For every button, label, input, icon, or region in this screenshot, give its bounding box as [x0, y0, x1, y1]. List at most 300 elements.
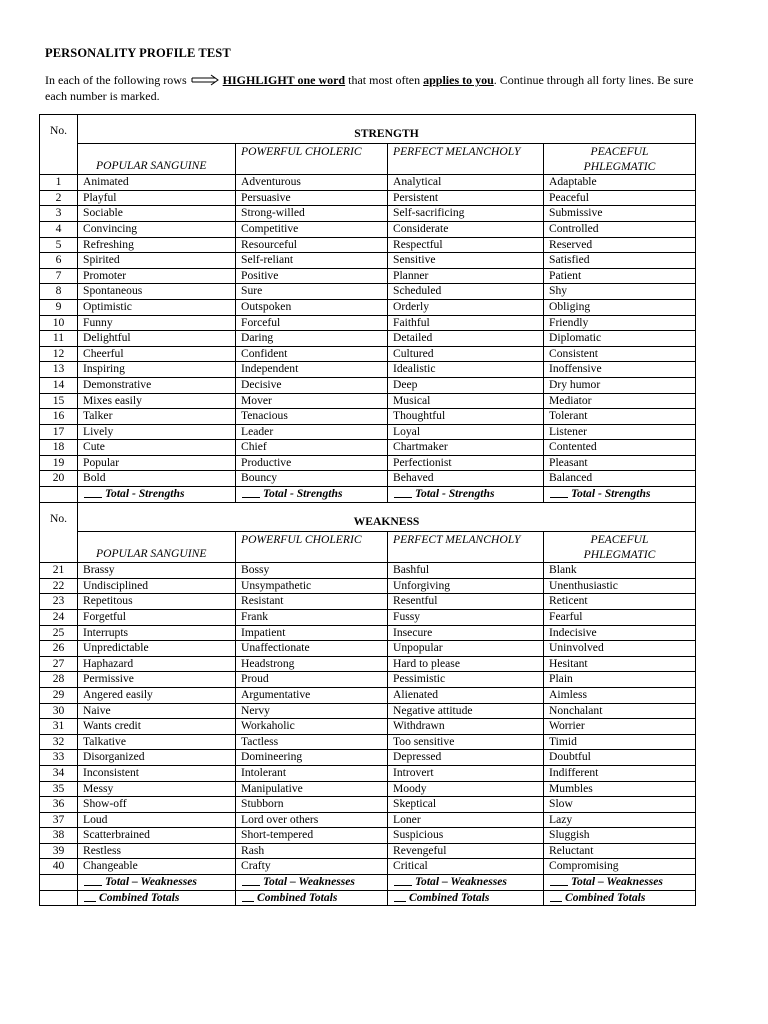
word-option-sanguine[interactable]: Talkative [78, 734, 236, 750]
word-option-melancholy[interactable]: Loner [388, 812, 544, 828]
word-option-choleric[interactable]: Leader [236, 424, 388, 440]
table-row [40, 625, 696, 641]
total-row [40, 487, 696, 503]
table-row [40, 284, 696, 300]
word-option-sanguine[interactable]: Cheerful [78, 346, 236, 362]
word-option-sanguine[interactable]: Spontaneous [78, 284, 236, 300]
word-option-choleric[interactable]: Stubborn [236, 797, 388, 813]
word-option-melancholy[interactable]: Moody [388, 781, 544, 797]
row-number: 1 [40, 175, 78, 191]
word-option-choleric[interactable]: Productive [236, 455, 388, 471]
strength-table [39, 114, 696, 503]
table-row [40, 563, 696, 579]
word-option-melancholy[interactable]: Chartmaker [388, 440, 544, 456]
total-label: Total – Weaknesses [415, 875, 507, 889]
total-blank-line[interactable] [550, 891, 562, 902]
word-option-phlegmatic[interactable]: Worrier [544, 719, 696, 735]
word-option-choleric[interactable]: Short-tempered [236, 828, 388, 844]
word-option-choleric[interactable]: Tactless [236, 734, 388, 750]
total-label: Total – Weaknesses [105, 875, 197, 889]
word-option-phlegmatic[interactable]: Dry humor [544, 377, 696, 393]
word-option-sanguine[interactable]: Cute [78, 440, 236, 456]
word-option-phlegmatic[interactable]: Reticent [544, 594, 696, 610]
row-number: 18 [40, 440, 78, 456]
instructions-post: . Continue through all forty lines. Be sure each number is marked. [45, 73, 694, 103]
word-option-phlegmatic[interactable]: Doubtful [544, 750, 696, 766]
table-row [40, 377, 696, 393]
row-number: 29 [40, 687, 78, 703]
total-row-cell [78, 875, 236, 891]
word-option-choleric[interactable]: Argumentative [236, 687, 388, 703]
word-option-choleric[interactable]: Competitive [236, 221, 388, 237]
word-option-sanguine[interactable]: Demonstrative [78, 377, 236, 393]
word-option-choleric[interactable]: Crafty [236, 859, 388, 875]
table-row [40, 812, 696, 828]
table-row [40, 750, 696, 766]
word-option-melancholy[interactable]: Analytical [388, 175, 544, 191]
word-option-sanguine[interactable]: Lively [78, 424, 236, 440]
word-option-sanguine[interactable]: Forgetful [78, 609, 236, 625]
word-option-melancholy[interactable]: Thoughtful [388, 409, 544, 425]
word-option-melancholy[interactable]: Planner [388, 268, 544, 284]
table-row [40, 268, 696, 284]
word-option-sanguine[interactable]: Sociable [78, 206, 236, 222]
word-option-choleric[interactable]: Intolerant [236, 765, 388, 781]
word-option-sanguine[interactable]: Refreshing [78, 237, 236, 253]
word-option-sanguine[interactable]: Undisciplined [78, 578, 236, 594]
table-row [40, 672, 696, 688]
word-option-melancholy[interactable]: Self-sacrificing [388, 206, 544, 222]
word-option-sanguine[interactable]: Animated [78, 175, 236, 191]
row-number: 19 [40, 455, 78, 471]
word-option-sanguine[interactable]: Loud [78, 812, 236, 828]
word-option-sanguine[interactable]: Wants credit [78, 719, 236, 735]
total-label: Total – Weaknesses [263, 875, 355, 889]
table-row [40, 765, 696, 781]
table-row [40, 221, 696, 237]
total-blank-line[interactable] [84, 891, 96, 902]
word-option-phlegmatic[interactable]: Blank [544, 563, 696, 579]
word-option-sanguine[interactable]: Changeable [78, 859, 236, 875]
row-number: 34 [40, 765, 78, 781]
word-option-melancholy[interactable]: Considerate [388, 221, 544, 237]
word-option-melancholy[interactable]: Unforgiving [388, 578, 544, 594]
word-option-sanguine[interactable]: Messy [78, 781, 236, 797]
word-option-choleric[interactable]: Daring [236, 331, 388, 347]
word-option-choleric[interactable]: Impatient [236, 625, 388, 641]
table-row [40, 859, 696, 875]
word-option-choleric[interactable]: Forceful [236, 315, 388, 331]
no-header: No. [40, 503, 78, 563]
word-option-choleric[interactable]: Chief [236, 440, 388, 456]
section-heading-strength: STRENGTH [78, 115, 696, 144]
word-option-phlegmatic[interactable]: Reserved [544, 237, 696, 253]
empty-cell [40, 890, 78, 906]
word-option-phlegmatic[interactable]: Reluctant [544, 843, 696, 859]
word-option-choleric[interactable]: Outspoken [236, 299, 388, 315]
table-row [40, 440, 696, 456]
word-option-melancholy[interactable]: Hard to please [388, 656, 544, 672]
word-option-melancholy[interactable]: Too sensitive [388, 734, 544, 750]
word-option-sanguine[interactable]: Show-off [78, 797, 236, 813]
word-option-melancholy[interactable]: Bashful [388, 563, 544, 579]
word-option-choleric[interactable]: Decisive [236, 377, 388, 393]
word-option-choleric[interactable]: Unsympathetic [236, 578, 388, 594]
column-header-sanguine: POPULAR SANGUINE [78, 144, 236, 175]
word-option-choleric[interactable]: Strong-willed [236, 206, 388, 222]
table-row [40, 641, 696, 657]
total-label: Total - Strengths [105, 487, 185, 501]
table-row [40, 424, 696, 440]
word-option-phlegmatic[interactable]: Contented [544, 440, 696, 456]
word-option-phlegmatic[interactable]: Adaptable [544, 175, 696, 191]
total-row-cell [388, 875, 544, 891]
word-option-sanguine[interactable]: Disorganized [78, 750, 236, 766]
row-number: 28 [40, 672, 78, 688]
word-option-melancholy[interactable]: Behaved [388, 471, 544, 487]
word-option-melancholy[interactable]: Sensitive [388, 253, 544, 269]
word-option-choleric[interactable]: Self-reliant [236, 253, 388, 269]
table-row [40, 409, 696, 425]
word-option-melancholy[interactable]: Deep [388, 377, 544, 393]
word-option-melancholy[interactable]: Persistent [388, 190, 544, 206]
empty-cell [40, 487, 78, 503]
word-option-sanguine[interactable]: Convincing [78, 221, 236, 237]
word-option-choleric[interactable]: Unaffectionate [236, 641, 388, 657]
combined-total-row-cell [388, 890, 544, 906]
word-option-phlegmatic[interactable]: Sluggish [544, 828, 696, 844]
word-option-melancholy[interactable]: Cultured [388, 346, 544, 362]
word-option-melancholy[interactable]: Withdrawn [388, 719, 544, 735]
row-number: 7 [40, 268, 78, 284]
empty-cell [40, 875, 78, 891]
word-option-phlegmatic[interactable]: Peaceful [544, 190, 696, 206]
word-option-melancholy[interactable]: Revengeful [388, 843, 544, 859]
word-option-sanguine[interactable]: Permissive [78, 672, 236, 688]
word-option-choleric[interactable]: Bouncy [236, 471, 388, 487]
word-option-phlegmatic[interactable]: Patient [544, 268, 696, 284]
word-option-choleric[interactable]: Tenacious [236, 409, 388, 425]
total-label: Combined Totals [565, 890, 646, 904]
word-option-sanguine[interactable]: Popular [78, 455, 236, 471]
total-row-cell [236, 875, 388, 891]
word-option-melancholy[interactable]: Resentful [388, 594, 544, 610]
right-arrow-icon [191, 74, 219, 86]
word-option-phlegmatic[interactable]: Slow [544, 797, 696, 813]
word-option-sanguine[interactable]: Mixes easily [78, 393, 236, 409]
word-option-phlegmatic[interactable]: Submissive [544, 206, 696, 222]
total-blank-line[interactable] [84, 487, 102, 498]
row-number: 33 [40, 750, 78, 766]
row-number: 8 [40, 284, 78, 300]
word-option-sanguine[interactable]: Restless [78, 843, 236, 859]
word-option-phlegmatic[interactable]: Nonchalant [544, 703, 696, 719]
table-row [40, 237, 696, 253]
row-number: 37 [40, 812, 78, 828]
row-number: 20 [40, 471, 78, 487]
table-row [40, 175, 696, 191]
row-number: 13 [40, 362, 78, 378]
word-option-melancholy[interactable]: Orderly [388, 299, 544, 315]
row-number: 2 [40, 190, 78, 206]
word-option-choleric[interactable]: Domineering [236, 750, 388, 766]
word-option-melancholy[interactable]: Respectful [388, 237, 544, 253]
word-option-sanguine[interactable]: Optimistic [78, 299, 236, 315]
no-header: No. [40, 115, 78, 175]
word-option-choleric[interactable]: Positive [236, 268, 388, 284]
row-number: 32 [40, 734, 78, 750]
word-option-phlegmatic[interactable]: Friendly [544, 315, 696, 331]
row-number: 30 [40, 703, 78, 719]
word-option-phlegmatic[interactable]: Controlled [544, 221, 696, 237]
row-number: 35 [40, 781, 78, 797]
row-number: 17 [40, 424, 78, 440]
combined-total-row-cell [544, 890, 696, 906]
total-row-cell [544, 487, 696, 503]
word-option-melancholy[interactable]: Insecure [388, 625, 544, 641]
word-option-choleric[interactable]: Rash [236, 843, 388, 859]
column-header-phlegmatic: PEACEFUL PHLEGMATIC [544, 532, 696, 563]
row-number: 40 [40, 859, 78, 875]
total-blank-line[interactable] [550, 875, 568, 886]
word-option-sanguine[interactable]: Interrupts [78, 625, 236, 641]
column-header-choleric: POWERFUL CHOLERIC [236, 532, 388, 563]
word-option-sanguine[interactable]: Inconsistent [78, 765, 236, 781]
word-option-melancholy[interactable]: Detailed [388, 331, 544, 347]
row-number: 6 [40, 253, 78, 269]
word-option-sanguine[interactable]: Playful [78, 190, 236, 206]
table-row [40, 578, 696, 594]
row-number: 25 [40, 625, 78, 641]
word-option-phlegmatic[interactable]: Balanced [544, 471, 696, 487]
word-option-phlegmatic[interactable]: Consistent [544, 346, 696, 362]
word-option-melancholy[interactable]: Critical [388, 859, 544, 875]
row-number: 21 [40, 563, 78, 579]
word-option-melancholy[interactable]: Suspicious [388, 828, 544, 844]
row-number: 26 [40, 641, 78, 657]
table-row [40, 455, 696, 471]
total-row [40, 875, 696, 891]
row-number: 11 [40, 331, 78, 347]
column-header-melancholy: PERFECT MELANCHOLY [388, 532, 544, 563]
word-option-sanguine[interactable]: Naive [78, 703, 236, 719]
word-option-choleric[interactable]: Confident [236, 346, 388, 362]
combined-total-row [40, 890, 696, 906]
word-option-phlegmatic[interactable]: Plain [544, 672, 696, 688]
word-option-choleric[interactable]: Independent [236, 362, 388, 378]
word-option-phlegmatic[interactable]: Aimless [544, 687, 696, 703]
total-label: Combined Totals [409, 890, 490, 904]
row-number: 12 [40, 346, 78, 362]
word-option-phlegmatic[interactable]: Lazy [544, 812, 696, 828]
table-row [40, 797, 696, 813]
row-number: 23 [40, 594, 78, 610]
total-blank-line[interactable] [242, 875, 260, 886]
word-option-melancholy[interactable]: Scheduled [388, 284, 544, 300]
word-option-choleric[interactable]: Headstrong [236, 656, 388, 672]
row-number: 36 [40, 797, 78, 813]
instructions-pre: In each of the following rows [45, 73, 187, 87]
word-option-phlegmatic[interactable]: Inoffensive [544, 362, 696, 378]
word-option-phlegmatic[interactable]: Mumbles [544, 781, 696, 797]
total-blank-line[interactable] [394, 875, 412, 886]
column-header-choleric: POWERFUL CHOLERIC [236, 144, 388, 175]
combined-total-row-cell [78, 890, 236, 906]
row-number: 15 [40, 393, 78, 409]
word-option-choleric[interactable]: Sure [236, 284, 388, 300]
word-option-sanguine[interactable]: Talker [78, 409, 236, 425]
instructions [45, 73, 715, 104]
table-row [40, 393, 696, 409]
row-number: 16 [40, 409, 78, 425]
instructions-mid: that most often [345, 73, 424, 87]
word-option-melancholy[interactable]: Faithful [388, 315, 544, 331]
word-option-choleric[interactable]: Persuasive [236, 190, 388, 206]
document-title: PERSONALITY PROFILE TEST [45, 46, 231, 60]
total-row-cell [236, 487, 388, 503]
row-number: 38 [40, 828, 78, 844]
word-option-phlegmatic[interactable]: Listener [544, 424, 696, 440]
weakness-table [39, 502, 696, 906]
word-option-sanguine[interactable]: Inspiring [78, 362, 236, 378]
word-option-phlegmatic[interactable]: Timid [544, 734, 696, 750]
total-blank-line[interactable] [550, 487, 568, 498]
total-label: Total - Strengths [571, 487, 651, 501]
row-number: 10 [40, 315, 78, 331]
word-option-melancholy[interactable]: Loyal [388, 424, 544, 440]
table-row [40, 346, 696, 362]
word-option-sanguine[interactable]: Haphazard [78, 656, 236, 672]
row-number: 31 [40, 719, 78, 735]
total-label: Total - Strengths [263, 487, 343, 501]
total-row-cell [388, 487, 544, 503]
word-option-choleric[interactable]: Adventurous [236, 175, 388, 191]
word-option-melancholy[interactable]: Negative attitude [388, 703, 544, 719]
table-row [40, 206, 696, 222]
word-option-phlegmatic[interactable]: Fearful [544, 609, 696, 625]
total-blank-line[interactable] [242, 891, 254, 902]
word-option-choleric[interactable]: Workaholic [236, 719, 388, 735]
table-row [40, 594, 696, 610]
total-blank-line[interactable] [84, 875, 102, 886]
table-row [40, 609, 696, 625]
word-option-choleric[interactable]: Resourceful [236, 237, 388, 253]
table-row [40, 687, 696, 703]
word-option-phlegmatic[interactable]: Indecisive [544, 625, 696, 641]
row-number: 14 [40, 377, 78, 393]
word-option-choleric[interactable]: Frank [236, 609, 388, 625]
section-heading-weakness: WEAKNESS [78, 503, 696, 532]
word-option-sanguine[interactable]: Delightful [78, 331, 236, 347]
word-option-phlegmatic[interactable]: Tolerant [544, 409, 696, 425]
table-row [40, 331, 696, 347]
word-option-choleric[interactable]: Mover [236, 393, 388, 409]
combined-total-row-cell [236, 890, 388, 906]
instructions-applies: applies to you [423, 73, 494, 87]
word-option-melancholy[interactable]: Skeptical [388, 797, 544, 813]
total-label: Total - Strengths [415, 487, 495, 501]
word-option-phlegmatic[interactable]: Unenthusiastic [544, 578, 696, 594]
word-option-phlegmatic[interactable]: Uninvolved [544, 641, 696, 657]
word-option-choleric[interactable]: Manipulative [236, 781, 388, 797]
word-option-sanguine[interactable]: Scatterbrained [78, 828, 236, 844]
word-option-sanguine[interactable]: Brassy [78, 563, 236, 579]
word-option-choleric[interactable]: Nervy [236, 703, 388, 719]
word-option-melancholy[interactable]: Pessimistic [388, 672, 544, 688]
word-option-choleric[interactable]: Proud [236, 672, 388, 688]
word-option-melancholy[interactable]: Introvert [388, 765, 544, 781]
word-option-phlegmatic[interactable]: Obliging [544, 299, 696, 315]
table-row [40, 828, 696, 844]
table-row [40, 781, 696, 797]
word-option-choleric[interactable]: Lord over others [236, 812, 388, 828]
word-option-sanguine[interactable]: Repetitous [78, 594, 236, 610]
word-option-phlegmatic[interactable]: Compromising [544, 859, 696, 875]
word-option-phlegmatic[interactable]: Shy [544, 284, 696, 300]
word-option-phlegmatic[interactable]: Pleasant [544, 455, 696, 471]
word-option-phlegmatic[interactable]: Indifferent [544, 765, 696, 781]
table-row [40, 703, 696, 719]
table-row [40, 719, 696, 735]
total-blank-line[interactable] [394, 487, 412, 498]
word-option-choleric[interactable]: Bossy [236, 563, 388, 579]
column-header-sanguine: POPULAR SANGUINE [78, 532, 236, 563]
word-option-phlegmatic[interactable]: Mediator [544, 393, 696, 409]
table-row [40, 471, 696, 487]
word-option-choleric[interactable]: Resistant [236, 594, 388, 610]
table-row [40, 656, 696, 672]
total-label: Combined Totals [99, 890, 180, 904]
column-header-phlegmatic: PEACEFUL PHLEGMATIC [544, 144, 696, 175]
word-option-melancholy[interactable]: Musical [388, 393, 544, 409]
table-row [40, 734, 696, 750]
row-number: 5 [40, 237, 78, 253]
table-row [40, 190, 696, 206]
total-row-cell [544, 875, 696, 891]
word-option-phlegmatic[interactable]: Diplomatic [544, 331, 696, 347]
row-number: 22 [40, 578, 78, 594]
total-row-cell [78, 487, 236, 503]
word-option-melancholy[interactable]: Alienated [388, 687, 544, 703]
word-option-melancholy[interactable]: Unpopular [388, 641, 544, 657]
row-number: 24 [40, 609, 78, 625]
total-label: Total – Weaknesses [571, 875, 663, 889]
instructions-highlight: HIGHLIGHT one word [222, 73, 346, 87]
row-number: 27 [40, 656, 78, 672]
word-option-phlegmatic[interactable]: Satisfied [544, 253, 696, 269]
word-option-sanguine[interactable]: Angered easily [78, 687, 236, 703]
word-option-sanguine[interactable]: Unpredictable [78, 641, 236, 657]
row-number: 4 [40, 221, 78, 237]
word-option-sanguine[interactable]: Bold [78, 471, 236, 487]
word-option-sanguine[interactable]: Funny [78, 315, 236, 331]
word-option-melancholy[interactable]: Fussy [388, 609, 544, 625]
word-option-phlegmatic[interactable]: Hesitant [544, 656, 696, 672]
table-row [40, 315, 696, 331]
total-blank-line[interactable] [242, 487, 260, 498]
word-option-melancholy[interactable]: Perfectionist [388, 455, 544, 471]
total-blank-line[interactable] [394, 891, 406, 902]
word-option-sanguine[interactable]: Promoter [78, 268, 236, 284]
word-option-melancholy[interactable]: Depressed [388, 750, 544, 766]
word-option-melancholy[interactable]: Idealistic [388, 362, 544, 378]
total-label: Combined Totals [257, 890, 338, 904]
table-row [40, 362, 696, 378]
row-number: 39 [40, 843, 78, 859]
table-row [40, 843, 696, 859]
table-row [40, 299, 696, 315]
word-option-sanguine[interactable]: Spirited [78, 253, 236, 269]
